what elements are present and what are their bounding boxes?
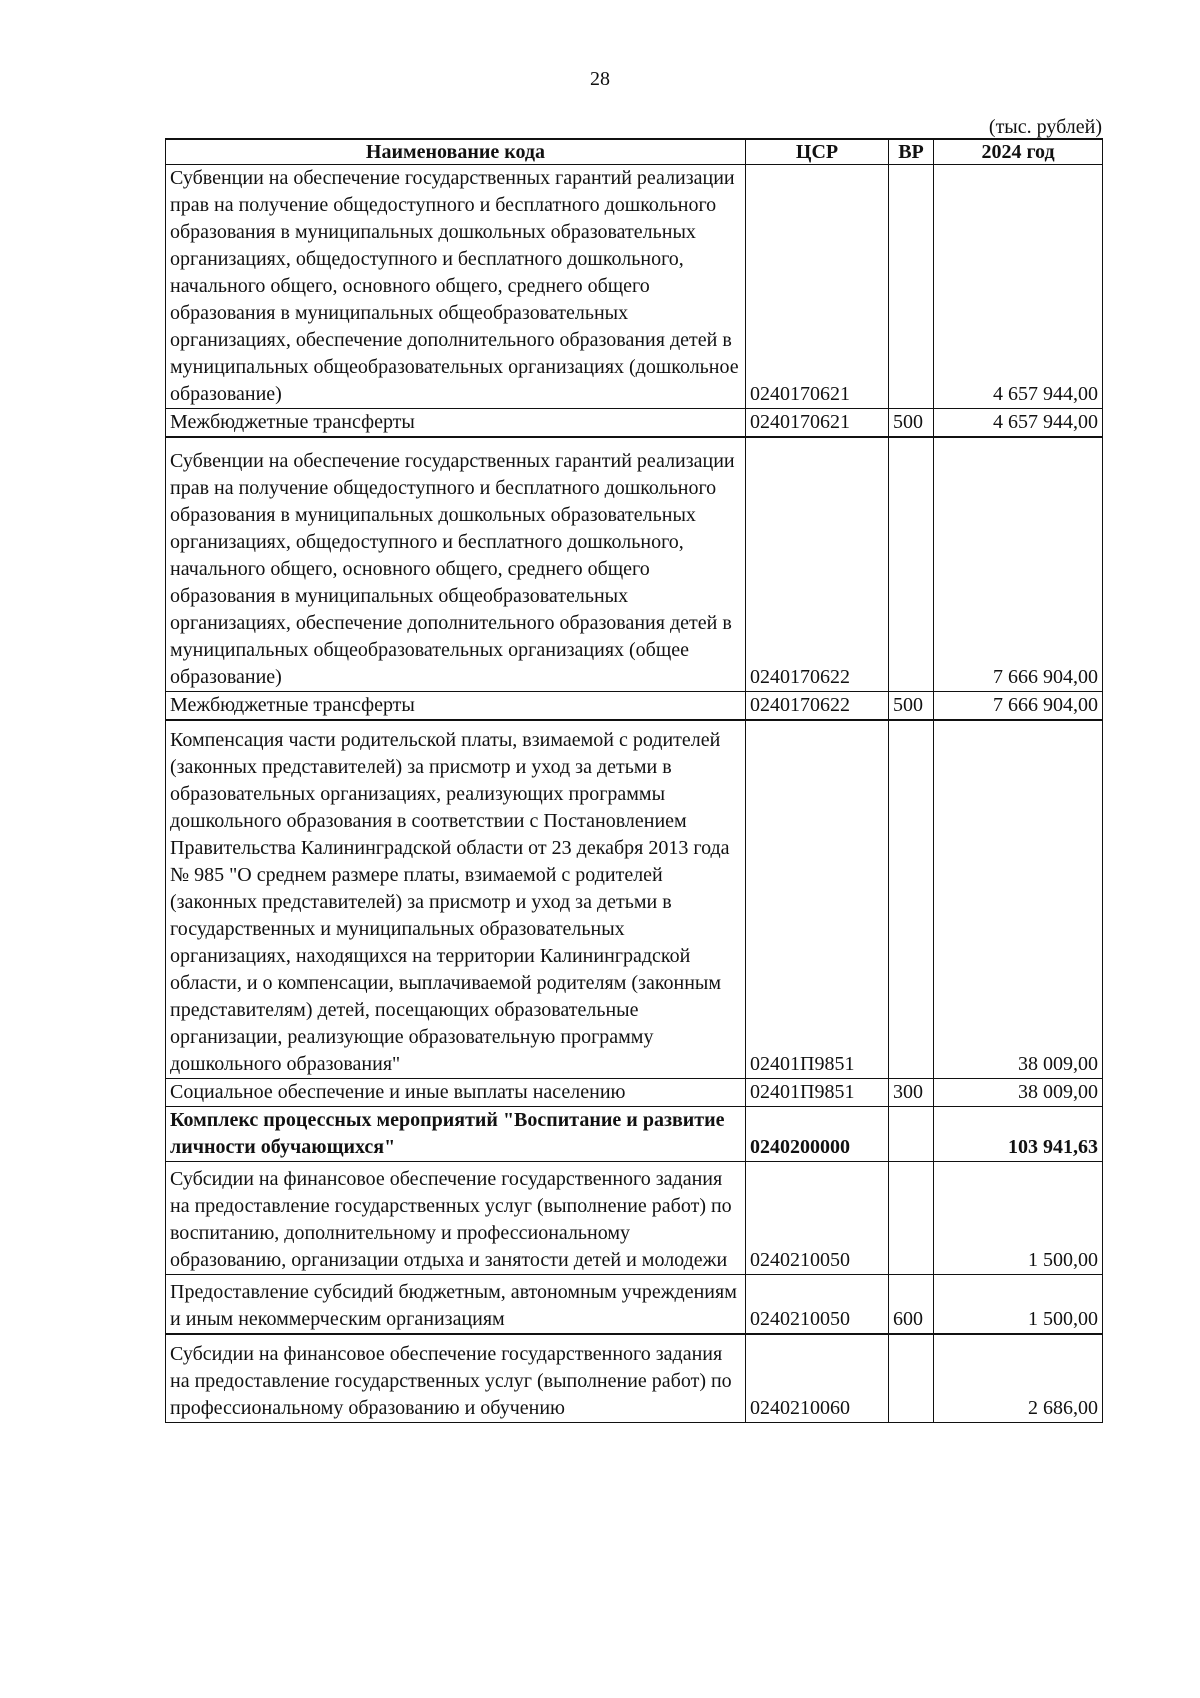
row-amount: 2 686,00 bbox=[934, 1334, 1103, 1423]
row-name: Межбюджетные трансферты bbox=[166, 692, 746, 721]
table-row bbox=[166, 409, 1103, 438]
header-year: 2024 год bbox=[934, 139, 1103, 165]
row-name: Субсидии на финансовое обеспечение государственного задания на предоставление государственных услуг (выполнение работ) по воспитанию, дополнительному и профессиональному образованию, организации отдыха и занятости детей и молодежи bbox=[166, 1162, 746, 1275]
row-csr: 0240170621 bbox=[746, 409, 889, 438]
row-name: Субвенции на обеспечение государственных гарантий реализации прав на получение общедоступного и бесплатного дошкольного образования в муниципальных дошкольных образовательных организациях, общедоступного и бесплатного дошкольного, начального общего, основного общего, среднего общего образования в муниципальных общеобразовательных организациях, обеспечение дополнительного образования детей в муниципальных общеобразовательных организациях (общее образование) bbox=[166, 437, 746, 692]
table-row bbox=[166, 692, 1103, 721]
row-csr: 0240210050 bbox=[746, 1162, 889, 1275]
row-csr: 02401П9851 bbox=[746, 1079, 889, 1107]
row-vr: 500 bbox=[889, 692, 934, 721]
table-row bbox=[166, 165, 1103, 409]
budget-table bbox=[165, 138, 1103, 1423]
row-amount: 103 941,63 bbox=[934, 1107, 1103, 1162]
row-name: Предоставление субсидий бюджетным, автономным учреждениям и иным некоммерческим организациям bbox=[166, 1275, 746, 1335]
row-name: Социальное обеспечение и иные выплаты населению bbox=[166, 1079, 746, 1107]
header-name: Наименование кода bbox=[166, 139, 746, 165]
table-row bbox=[166, 1079, 1103, 1107]
row-csr: 0240200000 bbox=[746, 1107, 889, 1162]
row-vr bbox=[889, 1107, 934, 1162]
page-number: 28 bbox=[590, 68, 610, 90]
row-amount: 4 657 944,00 bbox=[934, 165, 1103, 409]
row-amount: 7 666 904,00 bbox=[934, 437, 1103, 692]
table-row bbox=[166, 1107, 1103, 1162]
row-amount: 1 500,00 bbox=[934, 1162, 1103, 1275]
row-csr: 0240210050 bbox=[746, 1275, 889, 1335]
unit-note: (тыс. рублей) bbox=[988, 116, 1102, 138]
row-csr: 0240170622 bbox=[746, 692, 889, 721]
table-row bbox=[166, 720, 1103, 1079]
row-csr: 0240210060 bbox=[746, 1334, 889, 1423]
row-vr: 300 bbox=[889, 1079, 934, 1107]
row-name: Компенсация части родительской платы, взимаемой с родителей (законных представителей) за присмотр и уход за детьми в образовательных организациях, реализующих программы дошкольного образования в соответствии с Постановлением Правительства Калининградской области от 23 декабря 2013 года № 985 "О среднем размере платы, взимаемой с родителей (законных представителей) за присмотр и уход за детьми в государственных и муниципальных образовательных организациях, находящихся на территории Калининградской области, и о компенсации, выплачиваемой родителям (законным представителям) детей, посещающих образовательные организации, реализующие образовательную программу дошкольного образования" bbox=[166, 720, 746, 1079]
row-csr: 02401П9851 bbox=[746, 720, 889, 1079]
row-vr bbox=[889, 720, 934, 1079]
row-vr bbox=[889, 1162, 934, 1275]
row-name: Субсидии на финансовое обеспечение государственного задания на предоставление государственных услуг (выполнение работ) по профессиональному образованию и обучению bbox=[166, 1334, 746, 1423]
row-vr bbox=[889, 437, 934, 692]
table-row bbox=[166, 437, 1103, 692]
table-row bbox=[166, 1162, 1103, 1275]
row-name: Комплекс процессных мероприятий "Воспитание и развитие личности обучающихся" bbox=[166, 1107, 746, 1162]
row-amount: 1 500,00 bbox=[934, 1275, 1103, 1335]
header-vr: ВР bbox=[889, 139, 934, 165]
table-header-row bbox=[166, 139, 1103, 165]
row-amount: 38 009,00 bbox=[934, 1079, 1103, 1107]
table-row bbox=[166, 1275, 1103, 1335]
row-vr: 600 bbox=[889, 1275, 934, 1335]
row-amount: 7 666 904,00 bbox=[934, 692, 1103, 721]
row-vr: 500 bbox=[889, 409, 934, 438]
row-name: Межбюджетные трансферты bbox=[166, 409, 746, 438]
table-row bbox=[166, 1334, 1103, 1423]
row-csr: 0240170621 bbox=[746, 165, 889, 409]
header-csr: ЦСР bbox=[746, 139, 889, 165]
row-vr bbox=[889, 1334, 934, 1423]
row-amount: 4 657 944,00 bbox=[934, 409, 1103, 438]
row-name: Субвенции на обеспечение государственных гарантий реализации прав на получение общедоступного и бесплатного дошкольного образования в муниципальных дошкольных образовательных организациях, общедоступного и бесплатного дошкольного, начального общего, основного общего, среднего общего образования в муниципальных общеобразовательных организациях, обеспечение дополнительного образования детей в муниципальных общеобразовательных организациях (дошкольное образование) bbox=[166, 165, 746, 409]
row-vr bbox=[889, 165, 934, 409]
row-csr: 0240170622 bbox=[746, 437, 889, 692]
row-amount: 38 009,00 bbox=[934, 720, 1103, 1079]
